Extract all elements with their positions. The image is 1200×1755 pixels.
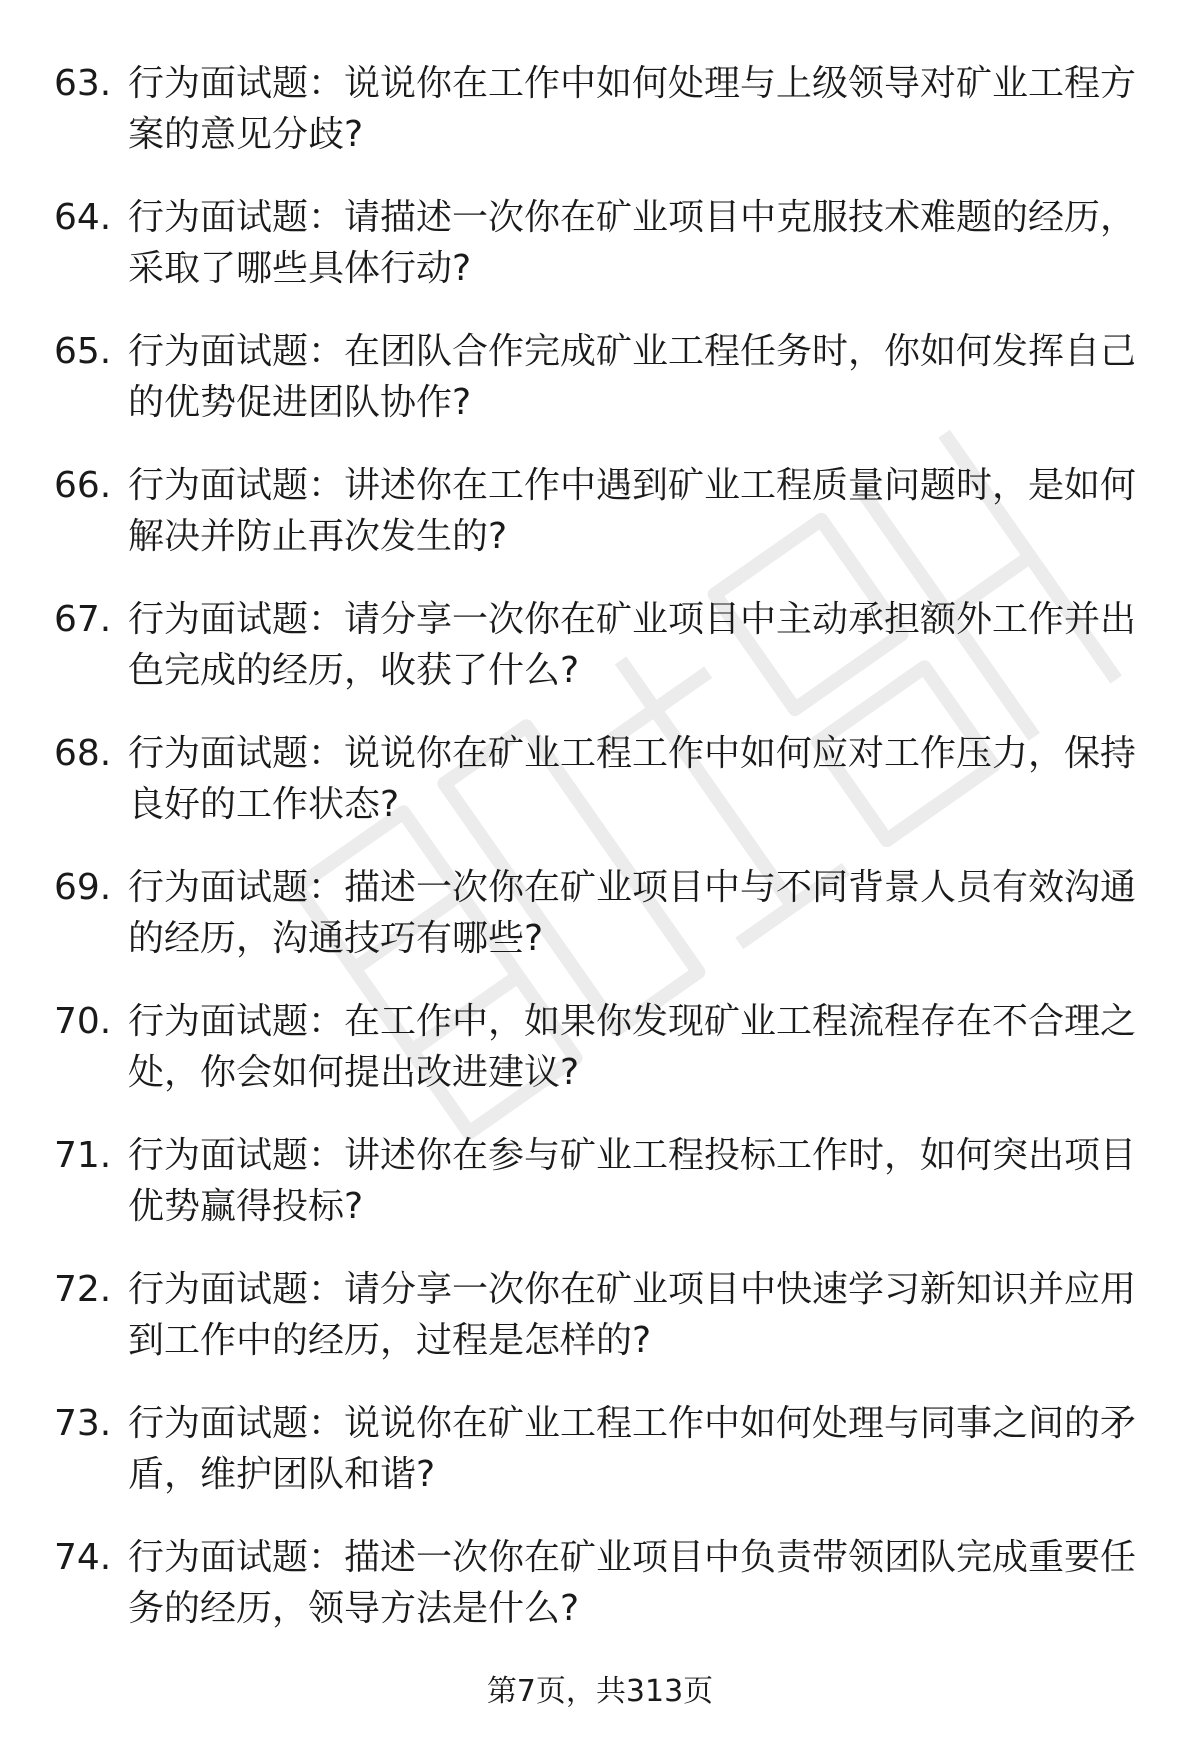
question-number: 73. [54,1403,112,1444]
question-number: 70. [54,1001,112,1042]
question-text: 行为面试题：请分享一次你在矿业项目中快速学习新知识并应用到工作中的经历，过程是怎样的? [128,1269,1137,1361]
question-text: 行为面试题：请分享一次你在矿业项目中主动承担额外工作并出色完成的经历，收获了什么? [128,599,1137,691]
list-item [0,594,1200,728]
question-number: 64. [54,197,112,238]
question-text: 行为面试题：说说你在矿业工程工作中如何应对工作压力，保持良好的工作状态? [128,733,1137,825]
question-number: 65. [54,331,112,372]
question-text: 行为面试题：说说你在矿业工程工作中如何处理与同事之间的矛盾，维护团队和谐? [128,1403,1137,1495]
list-item [0,460,1200,594]
list-item [0,326,1200,460]
question-number: 68. [54,733,112,774]
page-indicator: 第7页，共313页 [486,1674,714,1709]
question-number: 72. [54,1269,112,1310]
question-number: 63. [54,63,112,104]
question-text: 行为面试题：讲述你在参与矿业工程投标工作时，如何突出项目优势赢得投标? [128,1135,1137,1227]
question-number: 71. [54,1135,112,1176]
list-item [0,1532,1200,1666]
question-number: 67. [54,599,112,640]
list-item [0,1264,1200,1398]
question-number: 66. [54,465,112,506]
question-text: 行为面试题：讲述你在工作中遇到矿业工程质量问题时，是如何解决并防止再次发生的? [128,465,1137,557]
question-list [0,58,1200,1666]
question-text: 行为面试题：在工作中，如果你发现矿业工程流程存在不合理之处，你会如何提出改进建议? [128,1001,1137,1093]
question-text: 行为面试题：描述一次你在矿业项目中与不同背景人员有效沟通的经历，沟通技巧有哪些? [128,867,1137,959]
list-item [0,862,1200,996]
question-text: 行为面试题：在团队合作完成矿业工程任务时，你如何发挥自己的优势促进团队协作? [128,331,1137,423]
list-item [0,58,1200,192]
list-item [0,1130,1200,1264]
list-item [0,728,1200,862]
question-text: 行为面试题：请描述一次你在矿业项目中克服技术难题的经历，采取了哪些具体行动? [128,197,1137,289]
question-text: 行为面试题：说说你在工作中如何处理与上级领导对矿业工程方案的意见分歧? [128,63,1137,155]
list-item [0,996,1200,1130]
question-number: 69. [54,867,112,908]
question-text: 行为面试题：描述一次你在矿业项目中负责带领团队完成重要任务的经历，领导方法是什么? [128,1537,1137,1629]
list-item [0,192,1200,326]
list-item [0,1398,1200,1532]
question-number: 74. [54,1537,112,1578]
